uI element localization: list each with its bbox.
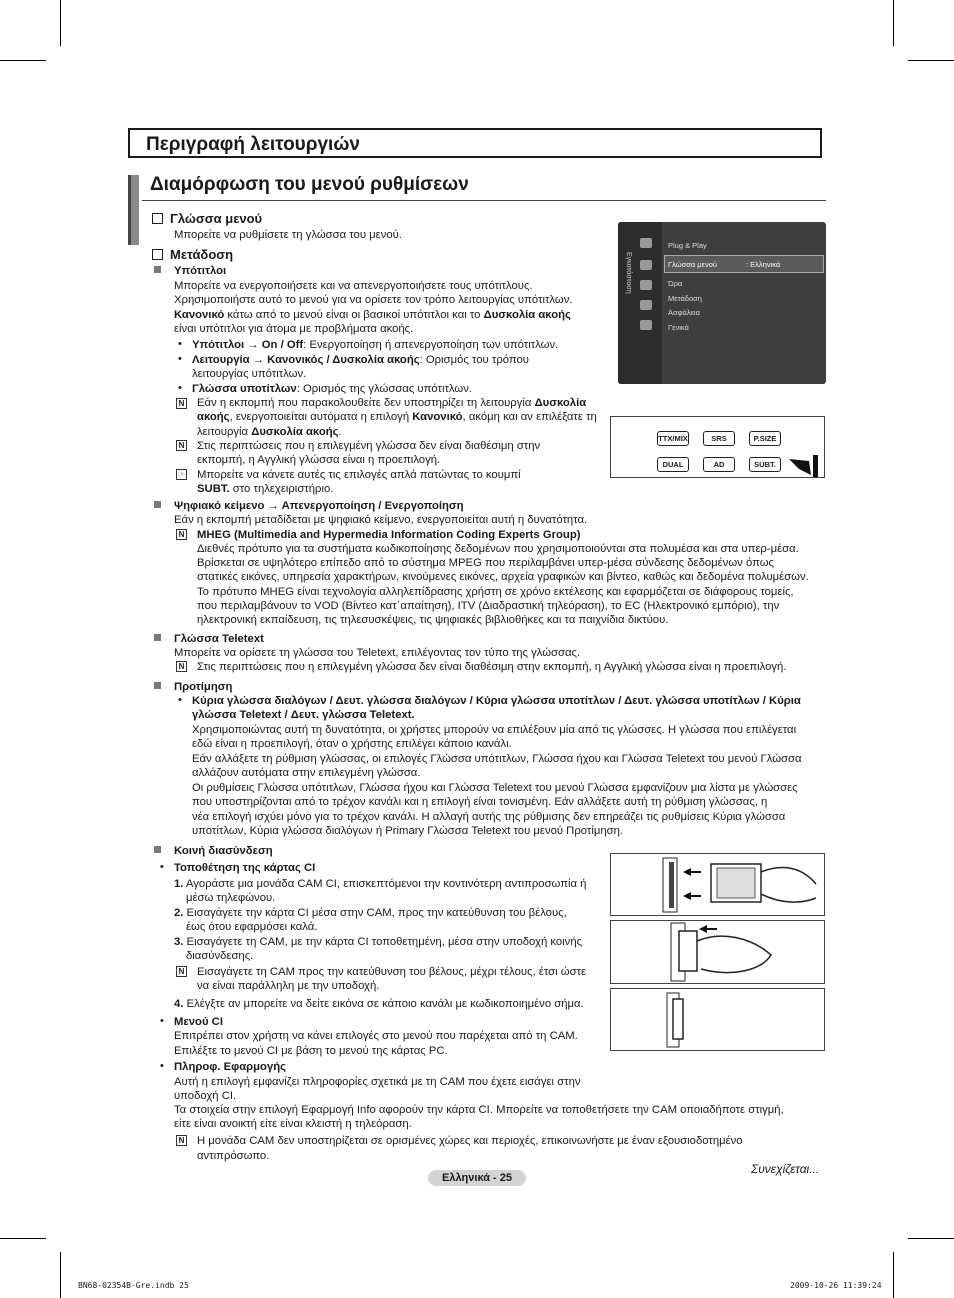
text: : Ενεργοποίηση ή απενεργοποίηση των υπότιτλων. <box>303 339 559 351</box>
cam-slot-insert-illustration <box>610 920 825 984</box>
header-banner <box>128 128 822 158</box>
ci-step-cont: έως ότου εφαρμόσει καλά. <box>186 921 318 933</box>
teletext-note: Στις περιπτώσεις που η επιλεγμένη γλώσσα δεν είναι διαθέσιμη στην εκπομπή, η Αγγλική γλώσσα είναι η προεπιλογή. <box>197 661 787 673</box>
remote-illustration <box>610 416 825 478</box>
checkbox-icon <box>152 249 163 260</box>
ci-menu-line: Επιλέξτε το μενού CI με βάση το μενού της κάρτας PC. <box>174 1045 448 1057</box>
teletext-title: Γλώσσα Teletext <box>174 633 264 645</box>
remote-hint-icon: ☞ <box>177 470 186 479</box>
app-info-note: αντιπρόσωπο. <box>197 1150 270 1162</box>
ad-button: AD <box>703 457 735 472</box>
pointing-hand-icon <box>789 447 823 477</box>
crop-mark <box>60 0 61 46</box>
page-number-badge: Ελληνικά - 25 <box>428 1170 526 1186</box>
digital-text-title: Ψηφιακό κείμενο → Απενεργοποίηση / Ενεργοποίηση <box>174 500 464 512</box>
print-file-label: BN68-02354B-Gre.indb 25 <box>78 1281 189 1290</box>
app-info-line: υποδοχή CI. <box>174 1090 237 1102</box>
ci-step <box>174 877 586 892</box>
subtitles-bullet <box>192 353 529 368</box>
text: στο τηλεχειριστήριο. <box>229 483 334 495</box>
bold-text: Δυσκολία <box>534 397 587 409</box>
note-text: εκπομπή, η Αγγλική γλώσσα είναι η προεπιλογή. <box>197 454 441 466</box>
sound-icon <box>640 280 652 290</box>
text: Ελέγξτε αν μπορείτε να δείτε εικόνα σε κάποιο κανάλι με κωδικοποιημένο σήμα. <box>183 998 584 1010</box>
tv-menu-side-label: Εγκατάσταση <box>625 252 632 294</box>
ci-note: να είναι παράλληλη με την υποδοχή. <box>197 980 380 992</box>
square-bullet-icon <box>154 634 161 641</box>
tv-menu-item: Plug & Play <box>668 241 707 250</box>
bold-text: Δυσκολία ακοής <box>483 309 571 321</box>
app-info-title: Πληροφ. Εφαρμογής <box>174 1061 287 1073</box>
mheg-line: που περιλαμβάνουν το VOD (Βίντεο κατ΄απαίτηση), ITV (Διαδραστική τηλεόραση), το EC (Ηλεκτρονικό εμπόριο), την <box>197 600 780 612</box>
preference-line: που υποστηρίζονται από το τρέχον κανάλι και η επιλογή είναι τονισμένη. Εάν αλλάξετε αυτή τη ρύθμιση γλώσσας, η <box>192 796 768 808</box>
lang-menu-title: Γλώσσα μενού <box>170 211 263 226</box>
preference-line: αλλάζουν αυτόματα στην επιλεγμένη γλώσσα. <box>192 767 421 779</box>
mheg-line: Βρίσκεται σε υψηλότερο επίπεδο από το σύστημα MPEG που περιλαμβάνει υπερ-μέσα σύνδεσης δεδομένων όπως <box>197 557 774 569</box>
bold-text: Γλώσσα υποτίτλων <box>192 383 297 395</box>
text: , ακόμη και αν επιλέξατε τη <box>462 411 597 423</box>
note-icon: N <box>176 398 187 409</box>
square-bullet-icon <box>154 846 161 853</box>
text: Εισαγάγετε την κάρτα CI μέσα στην CAM, προς την κατεύθυνση του βέλους, <box>183 907 567 919</box>
note-icon: N <box>176 966 187 977</box>
cam-installed-illustration <box>610 988 825 1051</box>
note-text <box>197 425 342 440</box>
subtitles-line <box>174 308 571 323</box>
tv-menu-screenshot <box>618 222 826 384</box>
print-timestamp: 2009-10-26 11:39:24 <box>790 1281 882 1290</box>
checkbox-icon <box>152 213 163 224</box>
setup-gear-icon <box>640 260 652 270</box>
crop-mark <box>60 1252 61 1298</box>
ci-step <box>174 935 582 950</box>
note-text: Μπορείτε να κάνετε αυτές τις επιλογές απλά πατώντας το κουμπί <box>197 469 521 481</box>
note-text: Στις περιπτώσεις που η επιλεγμένη γλώσσα δεν είναι διαθέσιμη στην <box>197 440 541 452</box>
square-bullet-icon <box>154 266 161 273</box>
bold-text: Δυσκολία ακοής <box>251 426 339 438</box>
subtitles-title: Υπότιτλοι <box>174 265 227 277</box>
crop-mark <box>908 1238 954 1239</box>
preference-line: εδώ είναι η προεπιλογή, όταν ο χρήστης επιλέγει κάποιο κανάλι. <box>192 738 512 750</box>
section-divider <box>142 200 826 201</box>
bold-text: Υπότιτλοι → On / Off <box>192 339 304 351</box>
bullet: • <box>178 382 182 394</box>
preference-line: Χρησιμοποιώντας αυτή τη δυνατότητα, οι χρήστες μπορούν να επιλέξουν μία από τις γλώσσες. Η γλώσσα που επιλέγεται <box>192 724 797 736</box>
mheg-line: στατικές εικόνες, υπηρεσία χαρακτήρων, κινούμενες εικόνες, αρχεία γραφικών και βίντεο, καθώς και δεδομένα πολυμέσων. <box>197 571 809 583</box>
text: . <box>338 426 342 438</box>
text: λειτουργία <box>197 426 252 438</box>
tv-menu-item: Μετάδοση <box>668 294 702 303</box>
mheg-title: MHEG (Multimedia and Hypermedia Information Coding Experts Group) <box>197 529 581 541</box>
note-icon: N <box>176 1135 187 1146</box>
p-size-button: P.SIZE <box>749 431 781 446</box>
transmission-title: Μετάδοση <box>170 247 234 262</box>
bold-text: Λειτουργία → Κανονικός / Δυσκολία ακοής <box>192 354 420 366</box>
cam-hand-icon <box>611 854 824 915</box>
preference-line: νέα επιλογή ισχύει μόνο για το τρέχον κανάλι. Η αλλαγή αυτής της ρύθμισης δεν επηρεάζει τις ρυθμίσεις Κύρια γλώσσα <box>192 811 786 823</box>
bold-text: ακοής <box>197 411 230 423</box>
note-icon: N <box>176 661 187 672</box>
transmission-heading <box>152 247 233 262</box>
app-info-note: Η μονάδα CAM δεν υποστηρίζεται σε ορισμένες χώρες και περιοχές, επικοινωνήστε με έναν εξουσιοδοτημένο <box>197 1135 743 1147</box>
text: : Ορισμός του τρόπου <box>419 354 529 366</box>
subt-button: SUBT. <box>749 457 781 472</box>
crop-mark <box>893 1252 894 1298</box>
preference-line: υποτίτλων, Κύρια γλώσσα διαλόγων ή Primary Γλώσσα Teletext του μενού Προτίμηση. <box>192 825 624 837</box>
bullet: • <box>178 338 182 350</box>
bullet: • <box>160 1060 164 1072</box>
channel-icon <box>640 300 652 310</box>
ttx-mix-button: TTX/MIX <box>657 431 689 446</box>
text: κάτω από το μενού είναι οι βασικοί υπότιτλοι και το <box>224 309 484 321</box>
note-icon: N <box>176 529 187 540</box>
ci-menu-line: Επιτρέπει στον χρήστη να κάνει επιλογές στο μενού που παρέχεται από τη CAM. <box>174 1030 578 1042</box>
subtitles-line: Μπορείτε να ενεργοποιήσετε και να απενεργοποιήσετε τους υπότιτλους. <box>174 280 533 292</box>
ci-step <box>174 997 584 1012</box>
lang-menu-desc: Μπορείτε να ρυθμίσετε τη γλώσσα του μενού. <box>174 229 402 241</box>
mheg-line: Το πρότυπο MHEG είναι τεχνολογία αλληλεπίδρασης χρήστη σε χρόνο εκτέλεσης και εφαρμόζεται σε διάφορους τομείς, <box>197 586 794 598</box>
ci-step <box>174 906 567 921</box>
app-info-line: είτε είναι ανοικτή είτε είναι κλειστή η τηλεόραση. <box>174 1118 412 1130</box>
preference-bullet: Κύρια γλώσσα διαλόγων / Δευτ. γλώσσα διαλόγων / Κύρια γλώσσα υποτίτλων / Δευτ. γλώσσα υποτίτλων / Κύρια <box>192 695 801 707</box>
note-text <box>197 396 586 411</box>
preference-title: Προτίμηση <box>174 681 233 693</box>
hand-pushing-icon <box>611 921 824 983</box>
preference-bullet: γλώσσα Teletext / Δευτ. γλώσσα Teletext. <box>192 709 415 721</box>
ci-note: Εισαγάγετε τη CAM προς την κατεύθυνση του βέλους, μέχρι τέλους, έτσι ώστε <box>197 966 587 978</box>
text: Εάν η εκπομπή που παρακολουθείτε δεν υποστηρίζει τη λειτουργία <box>197 397 535 409</box>
mheg-line: Διεθνές πρότυπο για τα συστήματα κωδικοποίησης δεδομένων που χρησιμοποιούνται στα πολυμέσα και στα υπερ-μέσα. <box>197 543 799 555</box>
crop-mark <box>893 0 894 46</box>
step-number: 2. <box>174 907 184 919</box>
text: Εισαγάγετε τη CAM, με την κάρτα CI τοποθετημένη, μέσα στην υποδοχή κοινής <box>183 936 583 948</box>
preference-line: Οι ρυθμίσεις Γλώσσα υπότιτλων, Γλώσσα ήχου και Γλώσσα Teletext του μενού Γλώσσα εμφανίζουν μια λίστα με γλώσσες <box>192 782 798 794</box>
subtitles-bullet-cont: λειτουργίας υπότιτλων. <box>192 368 307 380</box>
text: : Ορισμός της γλώσσας υπότιτλων. <box>296 383 473 395</box>
bullet: • <box>160 1015 164 1027</box>
crop-mark <box>908 60 954 61</box>
note-text <box>197 410 597 425</box>
tv-menu-item: Ασφάλεια <box>668 308 700 317</box>
note-icon: N <box>176 440 187 451</box>
tv-menu-item: Γενικά <box>668 323 689 332</box>
subtitles-line: είναι υπότιτλοι για άτομα με προβλήματα ακοής. <box>174 323 414 335</box>
ci-menu-title: Μενού CI <box>174 1016 223 1028</box>
page-title: Περιγραφή λειτουργιών <box>146 134 360 155</box>
app-info-line: Τα στοιχεία στην επιλογή Εφαρμογή Info αφορούν την κάρτα CI. Μπορείτε να τοποθετήσετε την CAM οποιαδήποτε στιγμή, <box>174 1104 784 1116</box>
dual-button: DUAL <box>657 457 689 472</box>
section-marker <box>128 175 139 245</box>
cam-slot-icon <box>611 989 824 1050</box>
text: , ενεργοποιείται αυτόματα η επιλογή <box>229 411 413 423</box>
step-number: 4. <box>174 998 184 1010</box>
step-number: 3. <box>174 936 184 948</box>
ci-insert-title: Τοποθέτηση της κάρτας CI <box>174 862 316 874</box>
ci-title: Κοινή διασύνδεση <box>174 845 273 857</box>
subtitles-line: Χρησιμοποιήστε αυτό το μενού για να ορίσετε τον τρόπο λειτουργίας υπότιτλων. <box>174 294 573 306</box>
bold-text: SUBT. <box>197 483 230 495</box>
input-icon <box>640 320 652 330</box>
srs-button: SRS <box>703 431 735 446</box>
digital-text-desc: Εάν η εκπομπή μεταδίδεται με ψηφιακό κείμενο, ενεργοποιείται αυτή η δυνατότητα. <box>174 514 588 526</box>
preference-line: Εάν αλλάξετε τη ρύθμιση γλώσσας, οι επιλογές Γλώσσα υπότιτλων, Γλώσσα ήχου και Γλώσσα Teletext του μενού Γλώσσα <box>192 753 802 765</box>
subtitles-bullet <box>192 382 472 397</box>
continued-label: Συνεχίζεται... <box>751 1162 820 1176</box>
bullet: • <box>178 694 182 706</box>
bullet: • <box>178 353 182 365</box>
tv-menu-item-selected: Γλώσσα μενού <box>668 260 717 269</box>
square-bullet-icon <box>154 682 161 689</box>
subtitles-bullet <box>192 338 558 353</box>
crop-mark <box>0 60 46 61</box>
bold-text: Κανονικό <box>174 309 225 321</box>
square-bullet-icon <box>154 501 161 508</box>
bold-text: Κανονικό <box>412 411 463 423</box>
ci-step-cont: μέσω τηλεφώνου. <box>186 892 276 904</box>
section-title: Διαμόρφωση του μενού ρυθμίσεων <box>150 174 469 195</box>
note-text <box>197 482 333 497</box>
app-info-line: Αυτή η επιλογή εμφανίζει πληροφορίες σχετικά με τη CAM που έχετε εισάγει στην <box>174 1076 581 1088</box>
mheg-line: ηλεκτρονική εκπαίδευση, τις τηλεσυσκέψεις, τις ψηφιακές βιβλιοθήκες και τα παιχνίδια δικτύου. <box>197 614 669 626</box>
cam-card-insert-illustration <box>610 853 825 916</box>
step-number: 1. <box>174 878 184 890</box>
teletext-desc: Μπορείτε να ορίσετε τη γλώσσα του Teletext, επιλέγοντας τον τύπο της γλώσσας. <box>174 647 581 659</box>
lang-menu-heading <box>152 211 262 226</box>
picture-icon <box>640 238 652 248</box>
ci-step-cont: διασύνδεσης. <box>186 950 254 962</box>
bullet: • <box>160 861 164 873</box>
tv-menu-value: : Ελληνικά <box>746 260 781 269</box>
text: Αγοράστε μια μονάδα CAM CI, επισκεπτόμενοι την κοντινότερη αντιπροσωπία ή <box>183 878 587 890</box>
tv-menu-item: Ώρα <box>668 279 683 288</box>
crop-mark <box>0 1238 46 1239</box>
